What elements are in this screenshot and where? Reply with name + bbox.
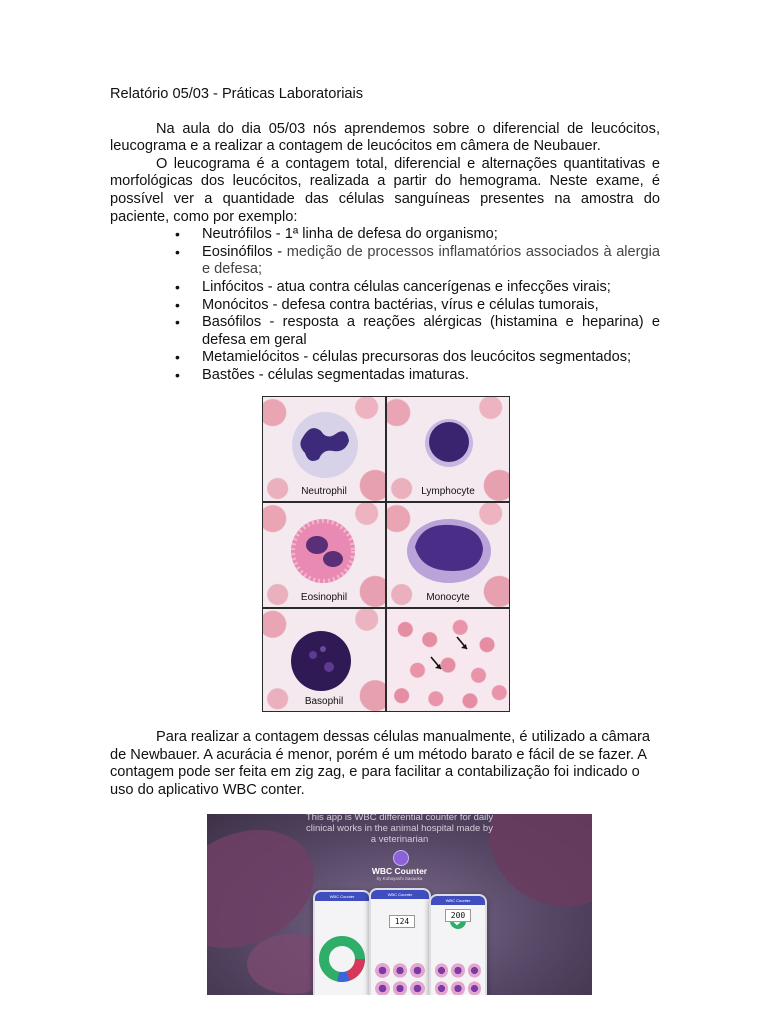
phone-mockup-right: WBC Counter 200 — [429, 894, 487, 995]
basophil-image — [262, 608, 386, 712]
leukocyte-figure — [262, 396, 510, 712]
counter-display: 124 — [389, 915, 415, 928]
wbc-counter-promo-image — [207, 814, 592, 995]
report-body — [110, 86, 660, 385]
monocyte-image — [386, 502, 510, 608]
phone-mockup-left: WBC Counter — [313, 890, 371, 995]
neutrophil-image — [262, 396, 386, 502]
report-title: Relatório 05/03 - Práticas Laboratoriais — [110, 86, 364, 102]
monocyte-label: Monocyte — [426, 592, 470, 603]
basophil-label: Basophil — [304, 696, 344, 707]
app-name: WBC Counter — [371, 866, 428, 876]
phone-mockup-center: WBC Counter 124 — [369, 888, 431, 995]
promo-tagline: This app is WBC differential counter for daily clinical works in the animal hospital made by a veterinarian — [305, 814, 494, 845]
app-author: by Kobayashi Sasaoka — [376, 876, 423, 881]
list-item: • Bastões - células segmentadas imaturas. — [202, 367, 660, 385]
arrow-icon — [387, 609, 510, 712]
counter-display-2: 200 — [445, 909, 471, 922]
paragraph-leucograma: O leucograma é a contagem total, diferencial e alternações quantitativas e morfológicas dos leucócitos, realizada a partir do hemograma. Neste exame, é possível ver a quantidade das células sanguíneas presentes na amostra do paciente, como por exemplo: — [110, 155, 660, 225]
app-logo-icon — [393, 850, 409, 866]
blood-smear-image — [386, 608, 510, 712]
paragraph-counting: Para realizar a contagem dessas células manualmente, é utilizado a câmara de Newbauer. A acurácia é menor, porém é um método barato e fácil de se fazer. A contagem pode ser feita em zig zag, e para facilitar a contabilização foi indicado o uso do aplicativo WBC conter. — [110, 729, 651, 798]
eosinophil-image — [262, 502, 386, 608]
report-body-2 — [110, 729, 650, 799]
list-item: • Basófilos - resposta a reações alérgicas (histamina e heparina) e defesa em geral — [202, 314, 660, 349]
leukocyte-list — [110, 226, 660, 384]
neutrophil-label: Neutrophil — [301, 486, 347, 497]
list-item: • Monócitos - defesa contra bactérias, vírus e células tumorais, — [202, 297, 660, 315]
list-item: • Linfócitos - atua contra células cancerígenas e infecções virais; — [202, 279, 660, 297]
lymphocyte-image — [386, 396, 510, 502]
lymphocyte-label: Lymphocyte — [421, 486, 475, 497]
donut-chart-icon — [315, 901, 369, 991]
paragraph-intro: Na aula do dia 05/03 nós aprendemos sobre o diferencial de leucócitos, leucograma e a realizar a contagem de leucócitos em câmera de Neubauer. — [110, 120, 660, 155]
eosinophil-label: Eosinophil — [300, 592, 348, 603]
list-item: • Neutrófilos - 1ª linha de defesa do organismo; — [202, 226, 660, 244]
list-item: • Metamielócitos - células precursoras dos leucócitos segmentados; — [202, 349, 660, 367]
list-item: • Eosinófilos - medição de processos inflamatórios associados à alergia e defesa; — [202, 244, 660, 279]
